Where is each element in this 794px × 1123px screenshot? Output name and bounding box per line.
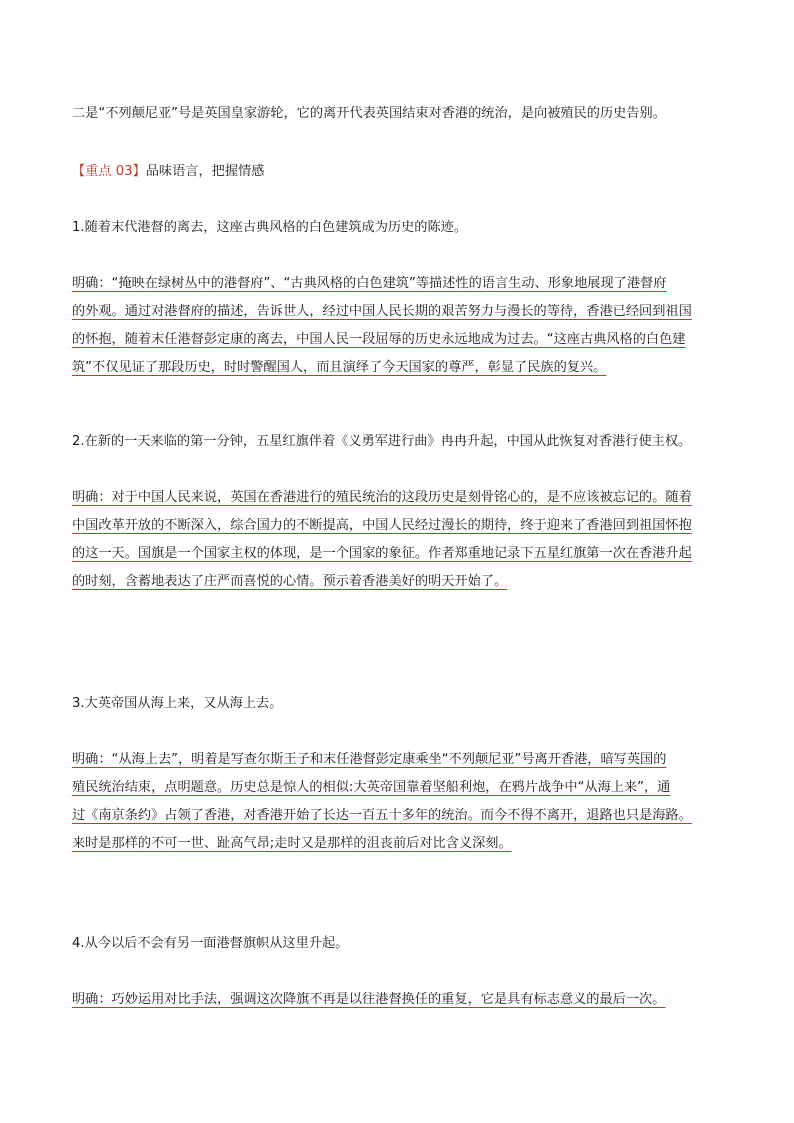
answer-4 [72, 986, 724, 1014]
answer-1 [72, 270, 724, 382]
answer-line: 明确：“掩映在绿树丛中的港督府”、“古典风格的白色建筑”等描述性的语言生动、形象地展现了港督府 [72, 276, 667, 291]
section-heading [72, 158, 724, 186]
answer-line: 殖民统治结束，点明题意。历史总是惊人的相似:大英帝国靠着坚船利炮，在鸦片战争中“从海上来”，通 [72, 780, 671, 795]
answer-line: 明确：巧妙运用对比手法，强调这次降旗不再是以往港督换任的重复，它是具有标志意义的最后一次。 [72, 992, 666, 1007]
question-3: 3.大英帝国从海上来，又从海上去。 [72, 696, 283, 711]
answer-line: 的怀抱，随着末任港督彭定康的离去，中国人民一段屈辱的历史永远地成为过去。“这座古典风格的白色建 [72, 332, 686, 347]
answer-line: 过《南京条约》占领了香港，对香港开始了长达一百五十多年的统治。而今不得不离开，退路也只是海路。 [72, 808, 692, 823]
answer-line: 的外观。通过对港督府的描述，告诉世人，经过中国人民长期的艰苦努力与漫长的等待，香港已经回到祖国 [72, 304, 692, 319]
answer-2 [72, 484, 724, 596]
question-4: 4.从今以后不会有另一面港督旗帜从这里升起。 [72, 936, 349, 951]
answer-line: 筑”不仅见证了那段历史，时时警醒国人，而且演绎了今天国家的尊严，彰显了民族的复兴。 [72, 360, 607, 375]
answer-line: 来时是那样的不可一世、趾高气昂;走时又是那样的沮丧前后对比含义深刻。 [72, 836, 512, 851]
answer-line: 明确：对于中国人民来说，英国在香港进行的殖民统治的这段历史是刻骨铭心的，是不应该被忘记的。随着 [72, 490, 692, 505]
answer-line: 明确：“从海上去”，明着是写查尔斯王子和末任港督彭定康乘坐“不列颠尼亚”号离开香港，暗写英国的 [72, 752, 667, 767]
answer-line: 的这一天。国旗是一个国家主权的体现，是一个国家的象征。作者郑重地记录下五星红旗第一次在香港升起 [72, 546, 692, 561]
question-2: 2.在新的一天来临的第一分钟，五星红旗伴着《义勇军进行曲》冉冉升起，中国从此恢复对香港行使主权。 [72, 434, 692, 449]
answer-line: 的时刻，含蓄地表达了庄严而喜悦的心情。预示着香港美好的明天开始了。 [72, 574, 508, 589]
section-label: 【重点 03】 [72, 164, 146, 179]
section-title: 品味语言，把握情感 [145, 164, 265, 179]
answer-line: 中国改革开放的不断深入，综合国力的不断提高，中国人民经过漫长的期待，终于迎来了香港回到祖国怀抱 [72, 518, 692, 533]
intro-paragraph: 二是“不列颠尼亚”号是英国皇家游轮，它的离开代表英国结束对香港的统治，是向被殖民的历史告别。 [72, 106, 666, 121]
answer-3 [72, 746, 724, 858]
question-1: 1.随着末代港督的离去，这座古典风格的白色建筑成为历史的陈迹。 [72, 220, 468, 235]
